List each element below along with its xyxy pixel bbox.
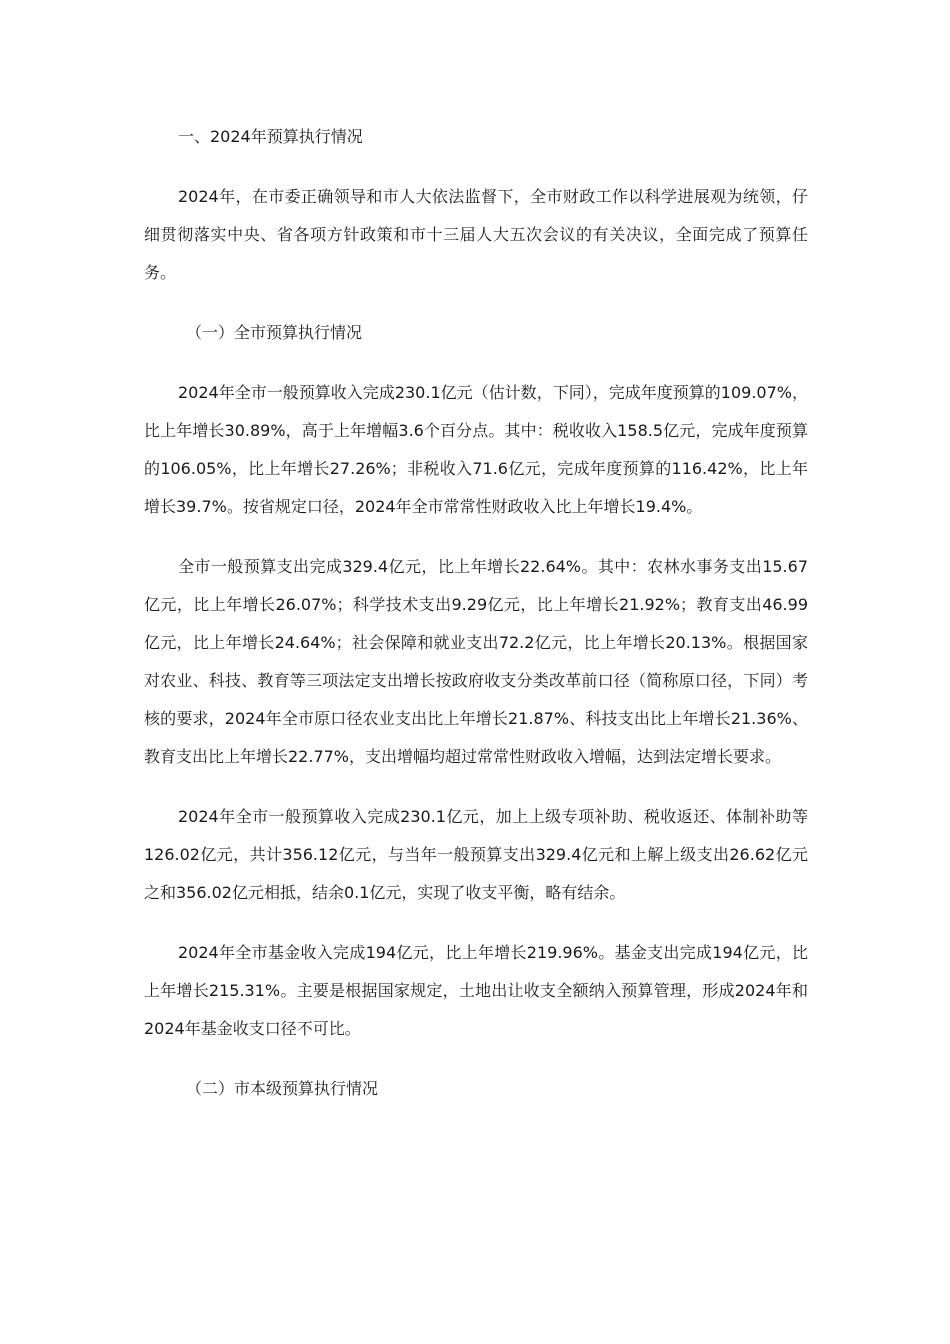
fund-paragraph: 2024年全市基金收入完成194亿元，比上年增长219.96%。基金支出完成194亿元，比上年增长215.31%。主要是根据国家规定，土地出让收支全额纳入预算管理，形成2024年和2024年基金收支口径不可比。 bbox=[144, 943, 808, 1038]
balance-paragraph: 2024年全市一般预算收入完成230.1亿元，加上上级专项补助、税收返还、体制补助等126.02亿元，共计356.12亿元，与当年一般预算支出329.4亿元和上解上级支出26.62亿元之和356.02亿元相抵，结余0.1亿元，实现了收支平衡，略有结余。 bbox=[144, 807, 808, 902]
subsection-heading-municipal: （二）市本级预算执行情况 bbox=[186, 1079, 379, 1098]
section-heading: 一、2024年预算执行情况 bbox=[178, 127, 363, 146]
document-body bbox=[144, 118, 808, 1108]
expenditure-paragraph: 全市一般预算支出完成329.4亿元，比上年增长22.64%。其中：农林水事务支出15.67亿元，比上年增长26.07%；科学技术支出9.29亿元，比上年增长21.92%；教育支出46.99亿元，比上年增长24.64%；社会保障和就业支出72.2亿元，比上年增长20.13%。根据国家对农业、科技、教育等三项法定支出增长按政府收支分类改革前口径（简称原口径，下同）考核的要求，2024年全市原口径农业支出比上年增长21.87%、科技支出比上年增长21.36%、教育支出比上年增长22.77%，支出增幅均超过常常性财政收入增幅，达到法定增长要求。 bbox=[144, 557, 808, 766]
revenue-paragraph: 2024年全市一般预算收入完成230.1亿元（估计数，下同），完成年度预算的109.07%，比上年增长30.89%，高于上年增幅3.6个百分点。其中：税收收入158.5亿元，完成年度预算的106.05%，比上年增长27.26%；非税收入71.6亿元，完成年度预算的116.42%，比上年增长39.7%。按省规定口径，2024年全市常常性财政收入比上年增长19.4%。 bbox=[144, 383, 808, 516]
intro-paragraph: 2024年，在市委正确领导和市人大依法监督下，全市财政工作以科学进展观为统领，仔细贯彻落实中央、省各项方针政策和市十三届人大五次会议的有关决议，全面完成了预算任务。 bbox=[144, 187, 808, 282]
subsection-heading-citywide: （一）全市预算执行情况 bbox=[186, 323, 363, 342]
